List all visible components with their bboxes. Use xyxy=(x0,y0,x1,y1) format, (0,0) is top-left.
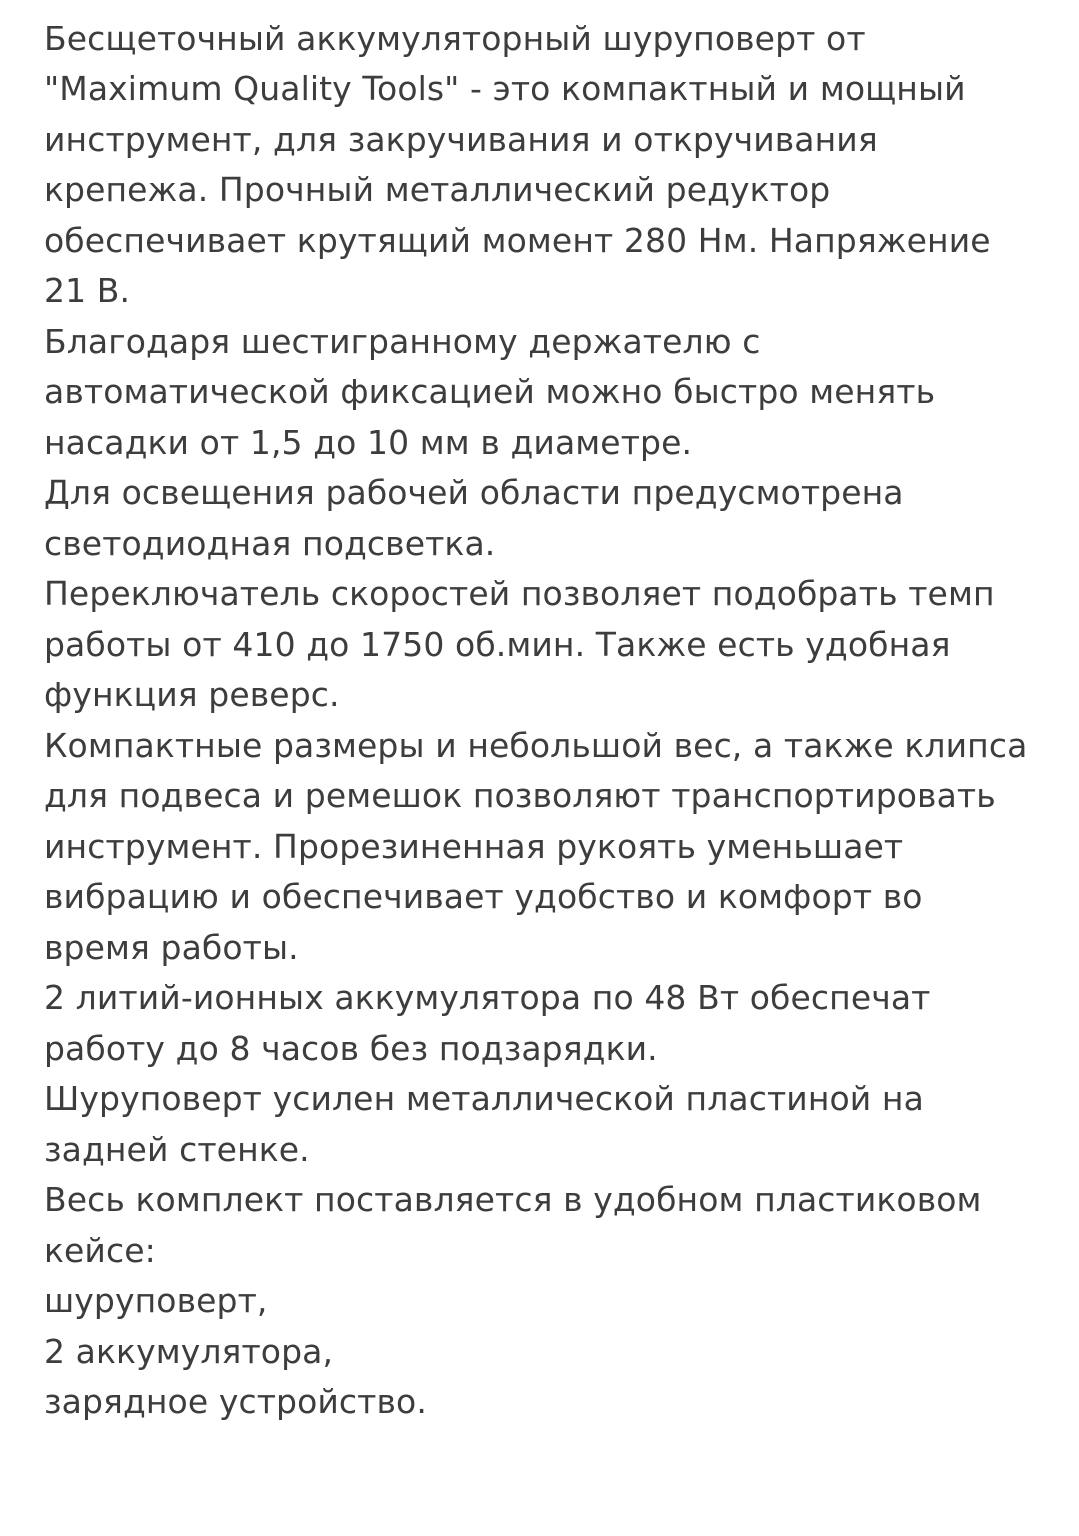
description-paragraph-speed-switch: Переключатель скоростей позволяет подобрать темп работы от 410 до 1750 об.мин. Также есть удобная функция реверс. xyxy=(44,574,995,715)
description-paragraph-bit-holder: Благодаря шестигранному держателю с автоматической фиксацией можно быстро менять насадки от 1,5 до 10 мм в диаметре. xyxy=(44,321,936,462)
kit-item-batteries: 2 аккумулятора, xyxy=(44,1331,334,1371)
description-paragraph-ergonomics: Компактные размеры и небольшой вес, а также клипса для подвеса и ремешок позволяют транспортировать инструмент. Прорезиненная рукоять уменьшает вибрацию и обеспечивает удобство и комфорт во время работы. xyxy=(44,725,1028,967)
description-paragraph-reinforcement: Шуруповерт усилен металлической пластиной на задней стенке. xyxy=(44,1079,924,1169)
description-paragraph-kit-intro: Весь комплект поставляется в удобном пластиковом кейсе: xyxy=(44,1180,982,1270)
description-paragraph-batteries: 2 литий-ионных аккумулятора по 48 Вт обеспечат работу до 8 часов без подзарядки. xyxy=(44,978,931,1068)
kit-item-charger: зарядное устройство. xyxy=(44,1382,427,1422)
kit-item-screwdriver: шуруповерт, xyxy=(44,1281,268,1321)
description-paragraph-intro: Бесщеточный аккумуляторный шуруповерт от "Maximum Quality Tools" - это компактный и мощный инструмент, для закручивания и откручивания крепежа. Прочный металлический редуктор обеспечивает крутящий момент 280 Нм. Напряжение 21 В. xyxy=(44,19,991,311)
description-paragraph-led-light: Для освещения рабочей области предусмотрена светодиодная подсветка. xyxy=(44,473,904,563)
